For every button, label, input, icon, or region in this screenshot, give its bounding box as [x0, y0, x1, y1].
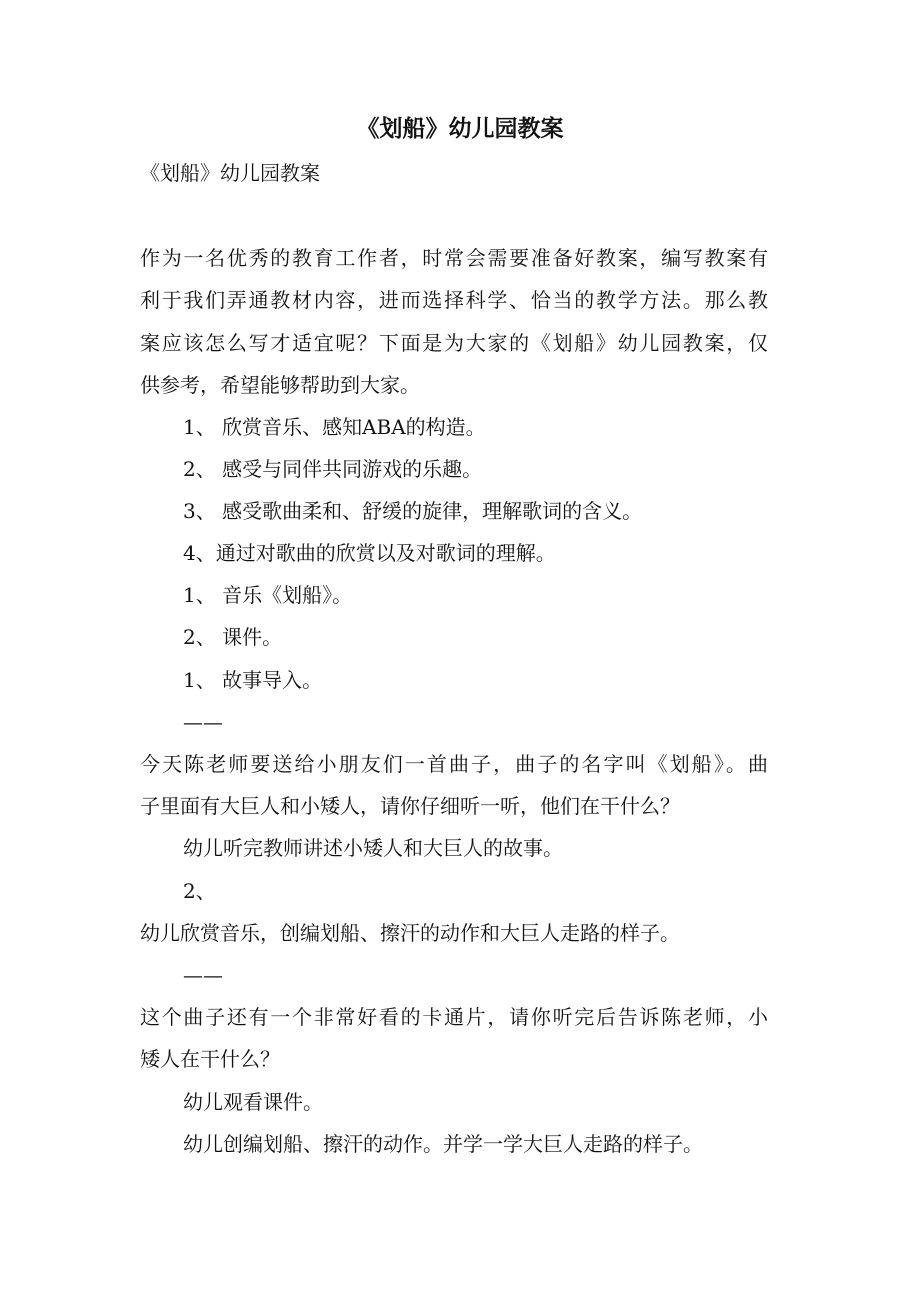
- material-item: 2、 课件。: [183, 625, 283, 649]
- intro-line: 作为一名优秀的教育工作者，时常会需要准备好教案，编写教案有: [140, 246, 768, 270]
- document-title: 《划船》幼儿园教案: [356, 115, 564, 142]
- material-item: 1、 音乐《划船》。: [183, 583, 353, 607]
- intro-line: 利于我们弄通教材内容，进而选择科学、恰当的教学方法。那么教: [140, 288, 768, 312]
- dash-separator: ——: [183, 710, 223, 734]
- step-2-paragraph: 这个曲子还有一个非常好看的卡通片，请你听完后告诉陈老师，小: [140, 1005, 768, 1029]
- step-2-text: 幼儿欣赏音乐，创编划船、擦汗的动作和大巨人走路的样子。: [140, 921, 680, 945]
- intro-line: 供参考，希望能够帮助到大家。: [140, 373, 420, 397]
- intro-line: 案应该怎么写才适宜呢？下面是为大家的《划船》幼儿园教案，仅: [140, 331, 768, 355]
- step-1-text: 子里面有大巨人和小矮人，请你仔细听一听，他们在干什么？: [140, 794, 680, 818]
- step-1-note: 幼儿听完教师讲述小矮人和大巨人的故事。: [183, 836, 563, 860]
- step-2-label: 2、: [183, 879, 216, 903]
- step-2-paragraph: 矮人在干什么？: [140, 1047, 280, 1071]
- step-1-text: 今天陈老师要送给小朋友们一首曲子，曲子的名字叫《划船》。曲: [140, 752, 768, 776]
- step-2-note: 幼儿观看课件。: [183, 1090, 323, 1114]
- goal-item: 4、通过对歌曲的欣赏以及对歌词的理解。: [183, 541, 556, 565]
- dash-separator: ——: [183, 963, 223, 987]
- goal-item: 3、 感受歌曲柔和、舒缓的旋律，理解歌词的含义。: [183, 499, 643, 523]
- goal-item: 2、 感受与同伴共同游戏的乐趣。: [183, 457, 483, 481]
- step-2-note: 幼儿创编划船、擦汗的动作。并学一学大巨人走路的样子。: [183, 1132, 703, 1156]
- step-1-label: 1、 故事导入。: [183, 668, 323, 692]
- document-subtitle: 《划船》幼儿园教案: [140, 161, 320, 185]
- goal-item: 1、 欣赏音乐、感知ABA的构造。: [183, 415, 486, 439]
